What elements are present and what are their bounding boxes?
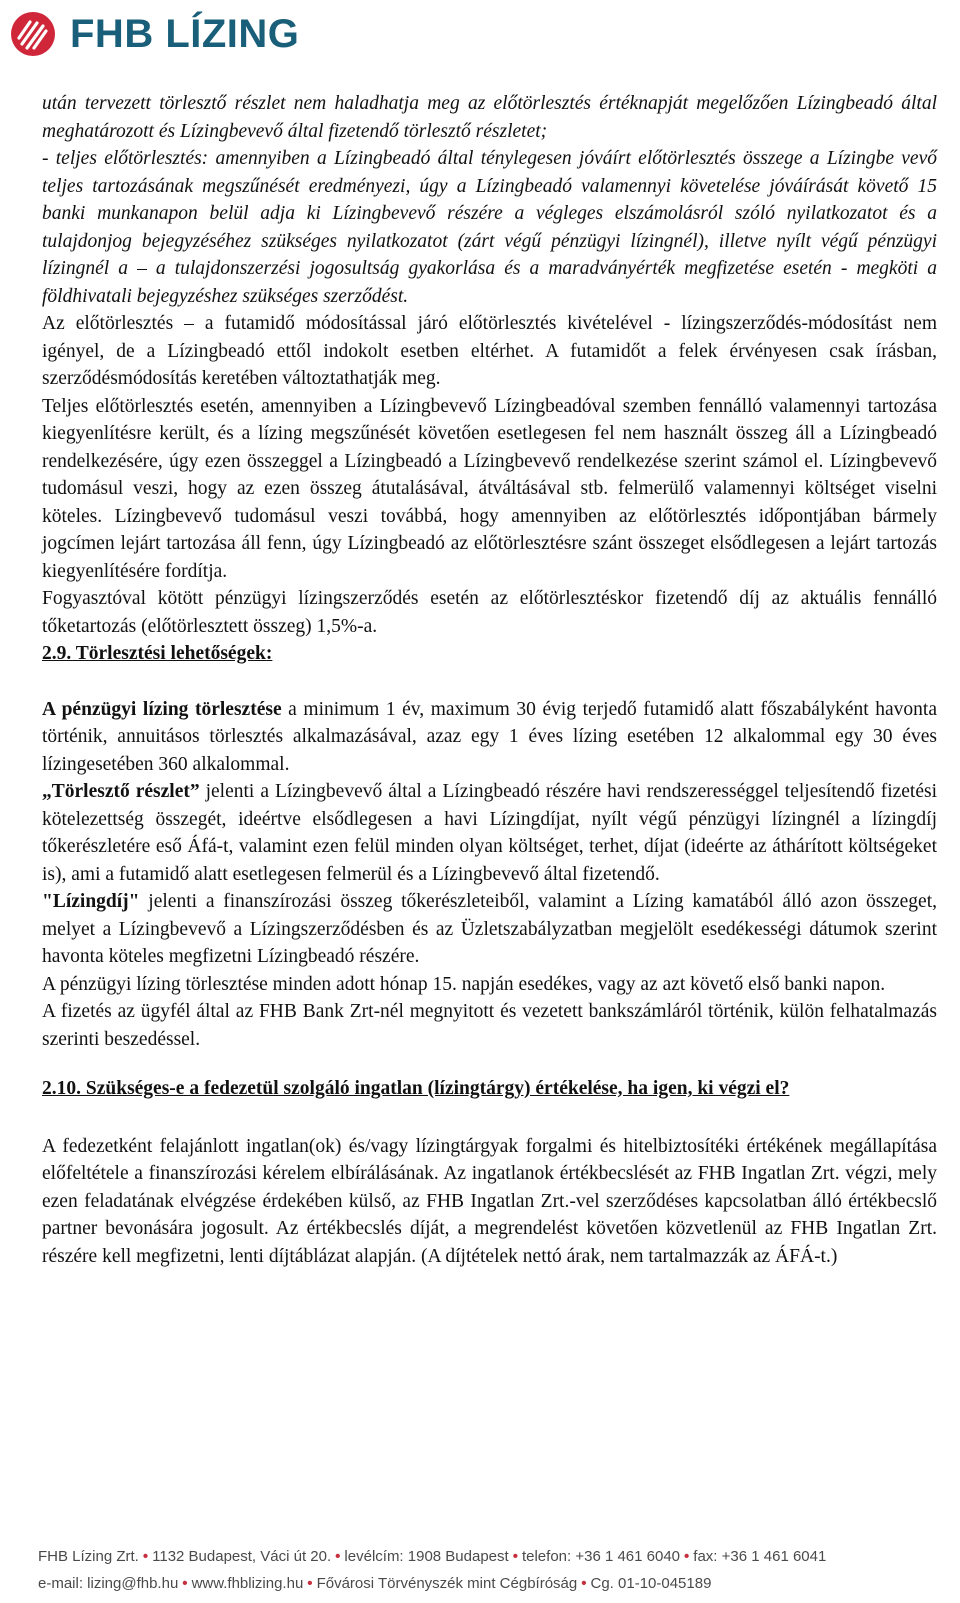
footer-phone: telefon: +36 1 461 6040 [521, 1548, 681, 1565]
paragraph-installment-definition [42, 778, 937, 888]
footer-court: Fővárosi Törvényszék mint Cégbíróság [316, 1575, 578, 1592]
paragraph-repayment-terms [42, 696, 937, 779]
footer-line-1 [38, 1543, 938, 1570]
paragraph-consumer-prepayment-fee: Fogyasztóval kötött pénzügyi lízingszerződés esetén az előtörlesztéskor fizetendő díj az aktuális fennálló tőketartozás (előtörlesztett összeg) 1,5%-a. [42, 588, 937, 637]
paragraph-payment-method: A fizetés az ügyfél által az FHB Bank Zrt-nél megnyitott és vezetett bankszámláról történik, külön felhatalmazás szerinti beszedéssel. [42, 1001, 937, 1050]
footer-separator: • [307, 1575, 313, 1592]
footer-line-2 [38, 1570, 938, 1597]
paragraph-full-prepayment: - teljes előtörlesztés: amennyiben a Lízingbeadó által ténylegesen jóváírt előtörlesztés összege a Lízingbe vevő teljes tartozásának megszűnését eredményezi, úgy a Lízingbeadó valamennyi követelése jóváírását követő 15 banki munkanapon belül adja ki Lízingbevevő részére a végleges elszámolásról szóló nyilatkozatot és a tulajdonjog bejegyzéséhez szükséges nyilatkozatot (zárt végű pénzügyi lízingnél), illetve nyílt végű pénzügyi lízingnél a – a tulajdonszerzési jogosultság gyakorlása és a maradványérték megfizetése esetén - megköti a földhivatali bejegyzéshez szükséges szerződést. [42, 148, 937, 307]
paragraph-partial-prepayment-end: után tervezett törlesztő részlet nem haladhatja meg az előtörlesztés értéknapját megelőzően Lízingbeadó által meghatározott és Lízingbevevő által fizetendő törlesztő részletet; [42, 93, 937, 142]
footer-email: e-mail: lizing@fhb.hu [38, 1575, 179, 1592]
paragraph-lease-fee-definition-text: jelenti a finanszírozási összeg tőkerészleteiből, valamint a Lízing kamatából álló azon összeget, melyet a Lízingbevevő a Lízingszerződésben és az Üzletszabályzatban megjelölt esedékességi dátumok szerint havonta köteles megfizetni Lízingbeadó részére. [42, 891, 937, 967]
footer-postal: levélcím: 1908 Budapest [344, 1548, 509, 1565]
fhb-logo-icon [10, 11, 56, 57]
section-heading-2-10 [42, 1075, 937, 1103]
logo-wordmark: FHB LÍZING [70, 12, 300, 56]
company-logo [10, 10, 299, 58]
footer-separator: • [182, 1575, 188, 1592]
paragraph-full-prepayment-settlement: Teljes előtörlesztés esetén, amennyiben a Lízingbevevő Lízingbeadóval szemben fennálló valamennyi tartozása kiegyenlítésre került, és a lízing megszűnését követően esetlegesen fel nem használt összeg áll a Lízingbeadó rendelkezésére, úgy ezen összeggel a Lízingbeadó a Lízingbevevő rendelkezése szerint számol el. Lízingbevevő tudomásul veszi, hogy az ezen összeg átutalásával, átváltásával stb. felmerülő valamennyi költséget viselni köteles. Lízingbevevő tudomásul veszi továbbá, hogy amennyiben az előtörlesztés időpontjában bármely jogcímen lejárt tartozása áll fenn, úgy Lízingbeadó az előtörlesztésre szánt összeget elsődlegesen a lejárt tartozás kiegyenlítésére fordítja. [42, 395, 937, 582]
paragraph-repayment-terms-text: a minimum 1 év, maximum 30 évig terjedő futamidő alatt főszabályként havonta történik, annuitásos törlesztés alkalmazásával, azaz egy 1 éves lízing esetében 12 alkalommal egy 30 éves lízingesetében 360 alkalommal. [42, 698, 937, 775]
footer-separator: • [512, 1548, 518, 1565]
term-installment: „Törlesztő részlet” [42, 781, 200, 802]
footer-address: 1132 Budapest, Váci út 20. [152, 1548, 332, 1565]
paragraph-prepayment-modification: Az előtörlesztés – a futamidő módosítással járó előtörlesztés kivételével - lízingszerződés-módosítást nem igényel, de a Lízingbeadó ettől indokolt esetben eltérhet. A futamidőt a felek érvényesen csak írásban, szerződésmódosítás keretében változtathatják meg. [42, 313, 937, 389]
paragraph-valuation: A fedezetként felajánlott ingatlan(ok) és/vagy lízingtárgyak forgalmi és hitelbiztosítéki értékének megállapítása előfeltétele a finanszírozási kérelem elbírálásának. Az ingatlanok értékbecslését az FHB Ingatlan Zrt. végzi, mely ezen feladatának elvégzése érdekében külső, az FHB Ingatlan Zrt.-vel szerződéses kapcsolatban álló értékbecslő partner bevonására jogosult. Az értékbecslés díját, a megrendelést követően közvetlenül az FHB Ingatlan Zrt. részére kell megfizetni, lenti díjtáblázat alapján. (A díjtételek nettó árak, nem tartalmazzák az ÁFÁ-t.) [42, 1135, 937, 1267]
term-lease-fee: "Lízingdíj" [42, 891, 140, 912]
footer-separator: • [581, 1575, 587, 1592]
footer-separator: • [142, 1548, 149, 1565]
footer-company: FHB Lízing Zrt. [38, 1548, 139, 1565]
footer-separator: • [335, 1548, 341, 1565]
page-footer [38, 1543, 938, 1597]
paragraph-due-date: A pénzügyi lízing törlesztése minden adott hónap 15. napján esedékes, vagy az azt követő első banki napon. [42, 973, 886, 995]
term-financial-lease-repayment: A pénzügyi lízing törlesztése [42, 698, 282, 720]
section-title-2-9: 2.9. Törlesztési lehetőségek: [42, 643, 273, 664]
paragraph-lease-fee-definition [42, 888, 937, 971]
document-body [42, 90, 937, 1270]
footer-separator: • [684, 1548, 690, 1565]
footer-website: www.fhblizing.hu [191, 1575, 304, 1592]
paragraph-installment-definition-text: jelenti a Lízingbevevő által a Lízingbeadó részére havi rendszerességgel teljesítendő fizetési kötelezettség összegét, ideértve elsődlegesen a havi Lízingdíjat, nyílt végű pénzügyi lízingnél a lízingdíj tőkerészletére eső Áfá-t, valamint ezen felül minden olyan költséget, terhet, díjat (ideérte az áthárított költségeket is), ami a futamidő alatt esetlegesen felmerül és a Lízingbevevő által fizetendő. [42, 781, 938, 885]
section-title-2-10: 2.10. Szükséges-e a fedezetül szolgáló ingatlan (lízingtárgy) értékelése, ha igen, ki végzi el? [42, 1078, 790, 1099]
footer-fax: fax: +36 1 461 6041 [693, 1548, 827, 1565]
footer-registration: Cg. 01-10-045189 [590, 1575, 712, 1592]
section-heading-2-9 [42, 640, 937, 668]
